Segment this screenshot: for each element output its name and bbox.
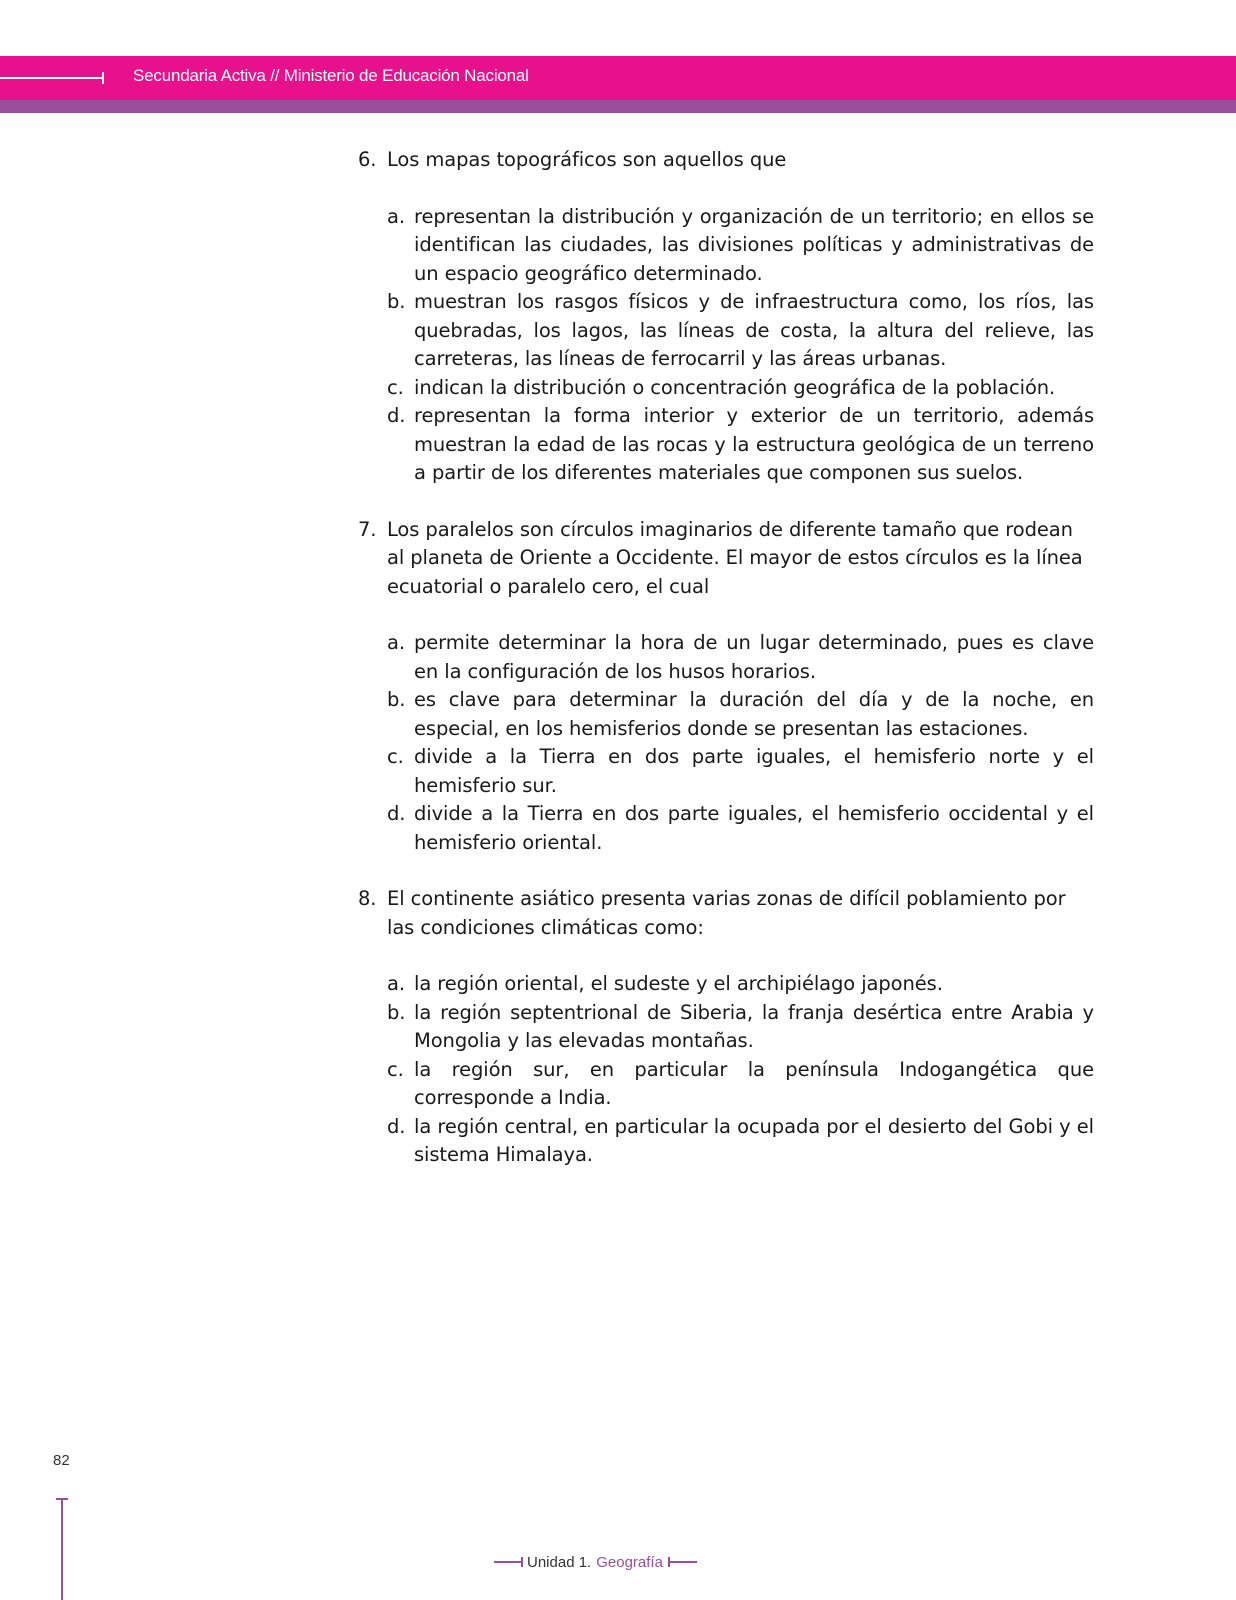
option-b: [387, 686, 1094, 743]
option-text: la región oriental, el sudeste y el archipiélago japonés.: [414, 972, 943, 995]
option-letter: a.: [387, 204, 405, 228]
option-list: [387, 970, 1094, 1170]
footer-subject: Geografía: [596, 1553, 663, 1571]
question-stem: [358, 146, 1094, 175]
question-text: Los mapas topográficos son aquellos que: [387, 148, 787, 171]
option-text: permite determinar la hora de un lugar determinado, pues es clave en la configuración de los husos horarios.: [414, 631, 1094, 683]
option-a: [387, 203, 1094, 289]
option-text: representan la distribución y organización de un territorio; en ellos se identifican las ciudades, las divisiones políticas y administrativas de un espacio geográfico determinado.: [414, 204, 1094, 285]
footer-rule-left: [494, 1561, 523, 1563]
questions-content: [358, 146, 1094, 1198]
option-d: [387, 1113, 1094, 1170]
option-text: indican la distribución o concentración geográfica de la población.: [414, 375, 1056, 399]
question-number: 7.: [358, 517, 377, 541]
footer-rule-right: [668, 1561, 697, 1563]
question-text: El continente asiático presenta varias zonas de difícil poblamiento por las condiciones climáticas como:: [387, 887, 1066, 939]
option-text: representan la forma interior y exterior de un territorio, además muestran la edad de las rocas y la estructura geológica de un terreno a partir de los diferentes materiales que componen sus suelos.: [414, 404, 1094, 484]
option-c: [387, 743, 1094, 800]
option-letter: d.: [387, 1114, 406, 1138]
option-text: es clave para determinar la duración del día y de la noche, en especial, en los hemisferios donde se presentan las estaciones.: [414, 688, 1094, 740]
option-text: divide a la Tierra en dos parte iguales, el hemisferio occidental y el hemisferio oriental.: [414, 802, 1094, 854]
header-title: Secundaria Activa // Ministerio de Educación Nacional: [133, 66, 529, 85]
option-text: la región central, en particular la ocupada por el desierto del Gobi y el sistema Himalaya.: [414, 1114, 1094, 1166]
header-rule: [0, 77, 104, 79]
option-letter: b.: [387, 688, 406, 711]
question-6: [358, 146, 1094, 488]
option-a: [387, 629, 1094, 686]
option-letter: a.: [387, 631, 405, 654]
question-stem: [358, 885, 1094, 942]
page-number: 82: [53, 1452, 70, 1469]
option-letter: c.: [387, 745, 404, 768]
option-letter: a.: [387, 972, 405, 995]
question-number: 6.: [358, 148, 377, 171]
option-list: [387, 203, 1094, 488]
option-text: la región sur, en particular la península Indogangética que corresponde a India.: [414, 1057, 1094, 1109]
header-rule-cap: [102, 72, 104, 84]
question-text: Los paralelos son círculos imaginarios de diferente tamaño que rodean al planeta de Oriente a Occidente. El mayor de estos círculos es la línea ecuatorial o paralelo cero, el cual: [387, 517, 1083, 598]
option-letter: c.: [387, 375, 404, 399]
option-letter: d.: [387, 404, 406, 427]
option-b: [387, 288, 1094, 374]
question-7: [358, 516, 1094, 858]
option-d: [387, 800, 1094, 857]
option-text: muestran los rasgos físicos y de infraestructura como, los ríos, las quebradas, los lagos, las líneas de costa, la altura del relieve, las carreteras, las líneas de ferrocarril y las áreas urbanas.: [414, 290, 1094, 370]
header-accent-strip: [0, 100, 1236, 113]
option-list: [387, 629, 1094, 857]
margin-bar: [61, 1498, 63, 1600]
question-stem: [358, 516, 1094, 602]
option-d: [387, 402, 1094, 488]
option-letter: d.: [387, 802, 406, 825]
option-letter: b.: [387, 1000, 406, 1024]
option-letter: c.: [387, 1057, 404, 1081]
option-text: la región septentrional de Siberia, la franja desértica entre Arabia y Mongolia y las elevadas montañas.: [414, 1000, 1094, 1052]
option-c: [387, 374, 1094, 403]
question-8: [358, 885, 1094, 1170]
option-b: [387, 999, 1094, 1056]
option-c: [387, 1056, 1094, 1113]
question-number: 8.: [358, 887, 377, 910]
footer: [494, 1550, 697, 1574]
option-a: [387, 970, 1094, 999]
option-text: divide a la Tierra en dos parte iguales, el hemisferio norte y el hemisferio sur.: [414, 745, 1094, 797]
footer-unit: Unidad 1.: [527, 1553, 592, 1571]
option-letter: b.: [387, 290, 406, 313]
